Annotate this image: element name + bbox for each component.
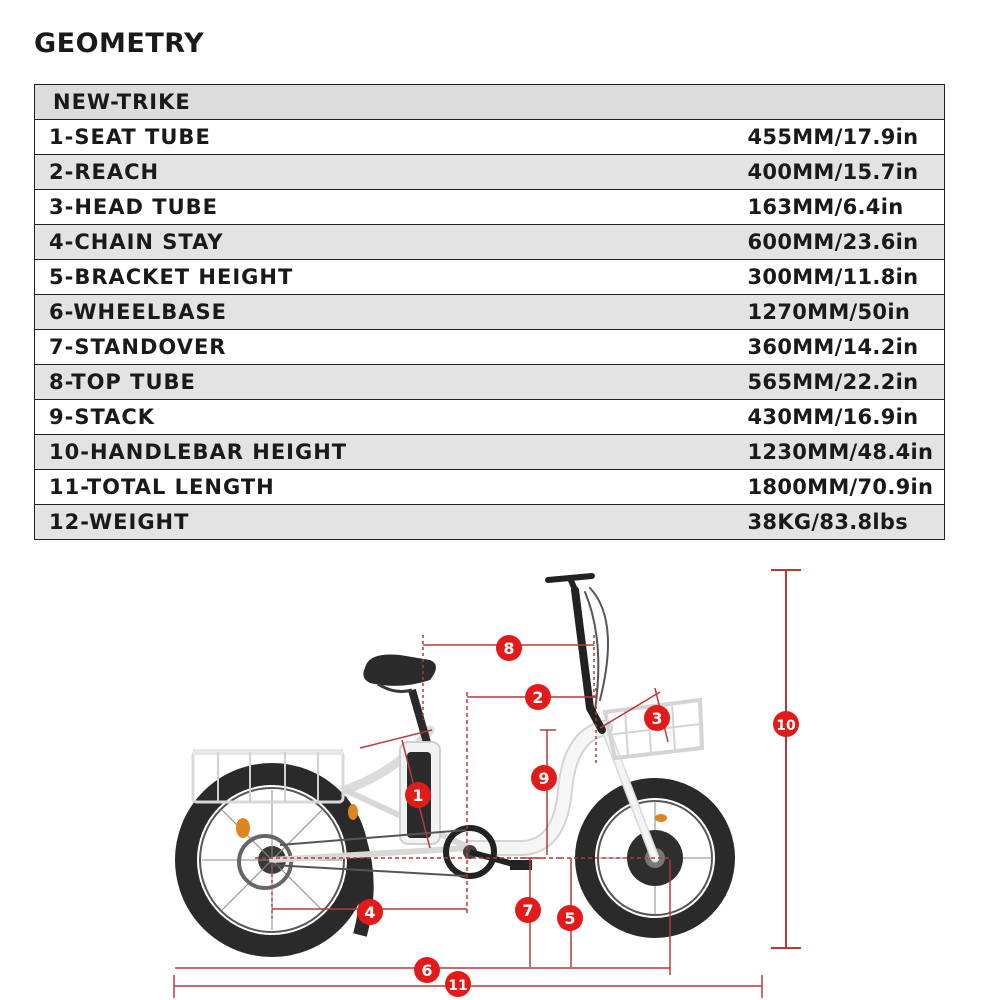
table-header: NEW-TRIKE <box>35 85 945 120</box>
spec-value: 565MM/22.2in <box>748 365 945 400</box>
table-row <box>35 400 945 435</box>
table-row <box>35 260 945 295</box>
table-row <box>35 190 945 225</box>
svg-text:7: 7 <box>522 901 534 920</box>
table-row <box>35 365 945 400</box>
marker-6 <box>414 957 440 983</box>
spec-value: 455MM/17.9in <box>748 120 945 155</box>
trike-diagram <box>0 552 1000 1000</box>
spec-value: 300MM/11.8in <box>748 260 945 295</box>
table-row <box>35 330 945 365</box>
svg-text:2: 2 <box>532 688 544 707</box>
table-row <box>35 505 945 540</box>
table-row <box>35 470 945 505</box>
spec-label: 4-CHAIN STAY <box>35 225 748 260</box>
spec-value: 360MM/14.2in <box>748 330 945 365</box>
marker-7 <box>515 897 541 923</box>
svg-text:6: 6 <box>421 961 433 980</box>
spec-label: 2-REACH <box>35 155 748 190</box>
spec-value: 430MM/16.9in <box>748 400 945 435</box>
marker-11 <box>445 971 471 997</box>
handlebar <box>548 576 608 730</box>
spec-label: 9-STACK <box>35 400 748 435</box>
marker-8 <box>496 635 522 661</box>
spec-label: 3-HEAD TUBE <box>35 190 748 225</box>
spec-label: 1-SEAT TUBE <box>35 120 748 155</box>
spec-label: 12-WEIGHT <box>35 505 748 540</box>
marker-9 <box>531 765 557 791</box>
svg-text:8: 8 <box>503 639 515 658</box>
svg-text:5: 5 <box>564 909 576 928</box>
rear-reflector <box>348 804 358 820</box>
svg-text:9: 9 <box>538 769 550 788</box>
table-row <box>35 155 945 190</box>
svg-text:1: 1 <box>412 786 424 805</box>
marker-5 <box>557 905 583 931</box>
svg-text:4: 4 <box>364 903 376 922</box>
spec-value: 1800MM/70.9in <box>748 470 945 505</box>
spec-label: 11-TOTAL LENGTH <box>35 470 748 505</box>
front-reflector <box>655 814 667 822</box>
spec-label: 7-STANDOVER <box>35 330 748 365</box>
spec-value: 600MM/23.6in <box>748 225 945 260</box>
svg-text:10: 10 <box>776 718 796 734</box>
marker-3 <box>644 705 670 731</box>
spec-value: 1230MM/48.4in <box>748 435 945 470</box>
spec-label: 10-HANDLEBAR HEIGHT <box>35 435 748 470</box>
table-row <box>35 435 945 470</box>
rear-reflector <box>236 818 250 838</box>
marker-10 <box>773 711 799 737</box>
table-row <box>35 295 945 330</box>
table-row <box>35 225 945 260</box>
svg-text:3: 3 <box>651 709 663 728</box>
spec-value: 1270MM/50in <box>748 295 945 330</box>
trike-illustration <box>186 576 725 946</box>
spec-value: 38KG/83.8lbs <box>748 505 945 540</box>
marker-1 <box>405 782 431 808</box>
spec-value: 163MM/6.4in <box>748 190 945 225</box>
svg-text:11: 11 <box>448 978 468 994</box>
page-title: GEOMETRY <box>34 28 205 59</box>
table-header-row <box>35 85 945 120</box>
spec-value: 400MM/15.7in <box>748 155 945 190</box>
spec-label: 8-TOP TUBE <box>35 365 748 400</box>
spec-label: 5-BRACKET HEIGHT <box>35 260 748 295</box>
spec-label: 6-WHEELBASE <box>35 295 748 330</box>
marker-2 <box>525 684 551 710</box>
geometry-table <box>34 84 945 540</box>
table-row <box>35 120 945 155</box>
marker-4 <box>357 899 383 925</box>
